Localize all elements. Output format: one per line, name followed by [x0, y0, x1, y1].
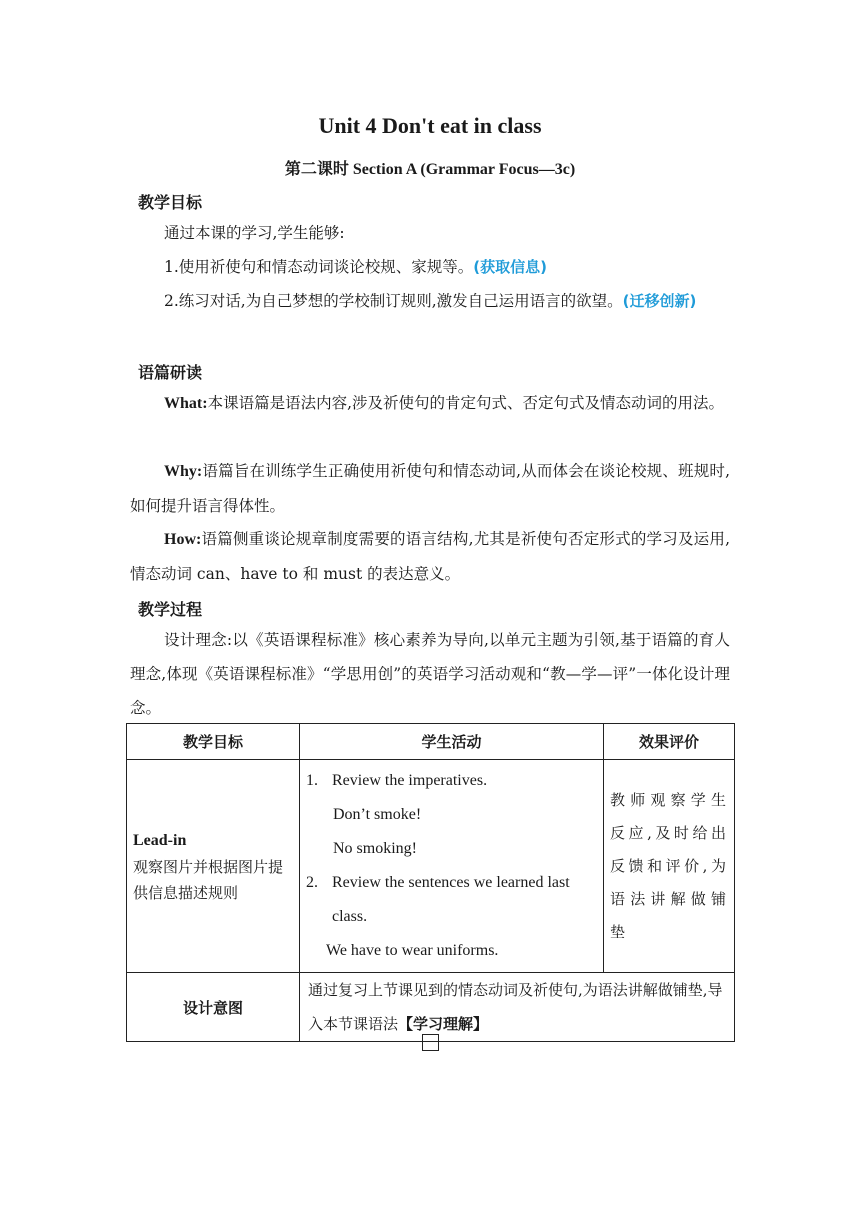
analysis-heading: 语篇研读	[138, 363, 203, 382]
how-label: How:	[164, 531, 202, 548]
document-title: Unit 4 Don't eat in class	[318, 113, 542, 138]
intent-label: 设计意图	[127, 973, 300, 1042]
why-text: 语篇旨在训练学生正确使用祈使句和情态动词,从而体会在谈论校规、班规时,如何提升语言得体性。	[130, 462, 730, 515]
analysis-how	[130, 522, 730, 591]
what-text: 本课语篇是语法内容,涉及祈使句的肯定句式、否定句式及情态动词的用法。	[207, 394, 724, 412]
objective-item-2-tag: (迁移创新)	[622, 292, 697, 310]
table-header-row	[127, 724, 735, 760]
objectives-intro: 通过本课的学习,学生能够:	[164, 224, 345, 242]
objectives-heading: 教学目标	[138, 193, 203, 212]
how-text: 语篇侧重谈论规章制度需要的语言结构,尤其是祈使句否定形式的学习及运用,情态动词 can、have to 和 must 的表达意义。	[130, 530, 730, 583]
header-activity: 学生活动	[300, 724, 604, 760]
objective-item-1-tag: (获取信息)	[473, 258, 548, 276]
intent-text: 通过复习上节课见到的情态动词及祈使句,为语法讲解做铺垫,导入本节课语法	[308, 981, 723, 1033]
activity-1-line-3: No smoking!	[333, 840, 417, 857]
activity-1-number: 1.	[306, 772, 318, 789]
activity-1-text: Review the imperatives.	[332, 772, 488, 789]
table-row	[127, 973, 735, 1042]
intent-cell	[300, 973, 735, 1042]
intent-bracket-tag: 【学习理解】	[398, 1015, 489, 1033]
objective-item-1	[130, 250, 730, 284]
objective-item-2	[130, 284, 730, 318]
activity-2-line-2: We have to wear uniforms.	[326, 942, 499, 959]
goal-text: 观察图片并根据图片提供信息描述规则	[133, 857, 284, 902]
objective-item-2-text: 2.练习对话,为自己梦想的学校制订规则,激发自己运用语言的欲望。	[164, 292, 623, 310]
process-concept: 设计理念:以《英语课程标准》核心素养为导向,以单元主题为引领,基于语篇的育人理念,体现《英语课程标准》“学思用创”的英语学习活动观和“教—学—评”一体化设计理念。	[130, 631, 730, 717]
table-row	[127, 760, 735, 973]
checkbox-square-icon	[422, 1034, 439, 1051]
lesson-subtitle: 第二课时 Section A (Grammar Focus—3c)	[284, 161, 576, 178]
activity-1-line-2: Don’t smoke!	[333, 806, 422, 823]
evaluation-cell: 教师观察学生反应,及时给出反馈和评价,为语法讲解做铺垫	[604, 760, 735, 973]
goal-title: Lead-in	[133, 831, 187, 849]
process-heading: 教学过程	[138, 600, 203, 619]
goal-cell	[127, 760, 300, 973]
lesson-table	[126, 723, 735, 1042]
analysis-what	[130, 386, 730, 421]
activity-cell	[300, 760, 604, 973]
objective-item-1-text: 1.使用祈使句和情态动词谈论校规、家规等。	[164, 258, 474, 276]
header-evaluation: 效果评价	[604, 724, 735, 760]
why-label: Why:	[164, 463, 203, 480]
header-goal: 教学目标	[127, 724, 300, 760]
analysis-why	[130, 454, 730, 523]
activity-2-number: 2.	[306, 874, 318, 891]
what-label: What:	[164, 395, 208, 412]
activity-2-text: Review the sentences we learned last class.	[332, 874, 570, 925]
